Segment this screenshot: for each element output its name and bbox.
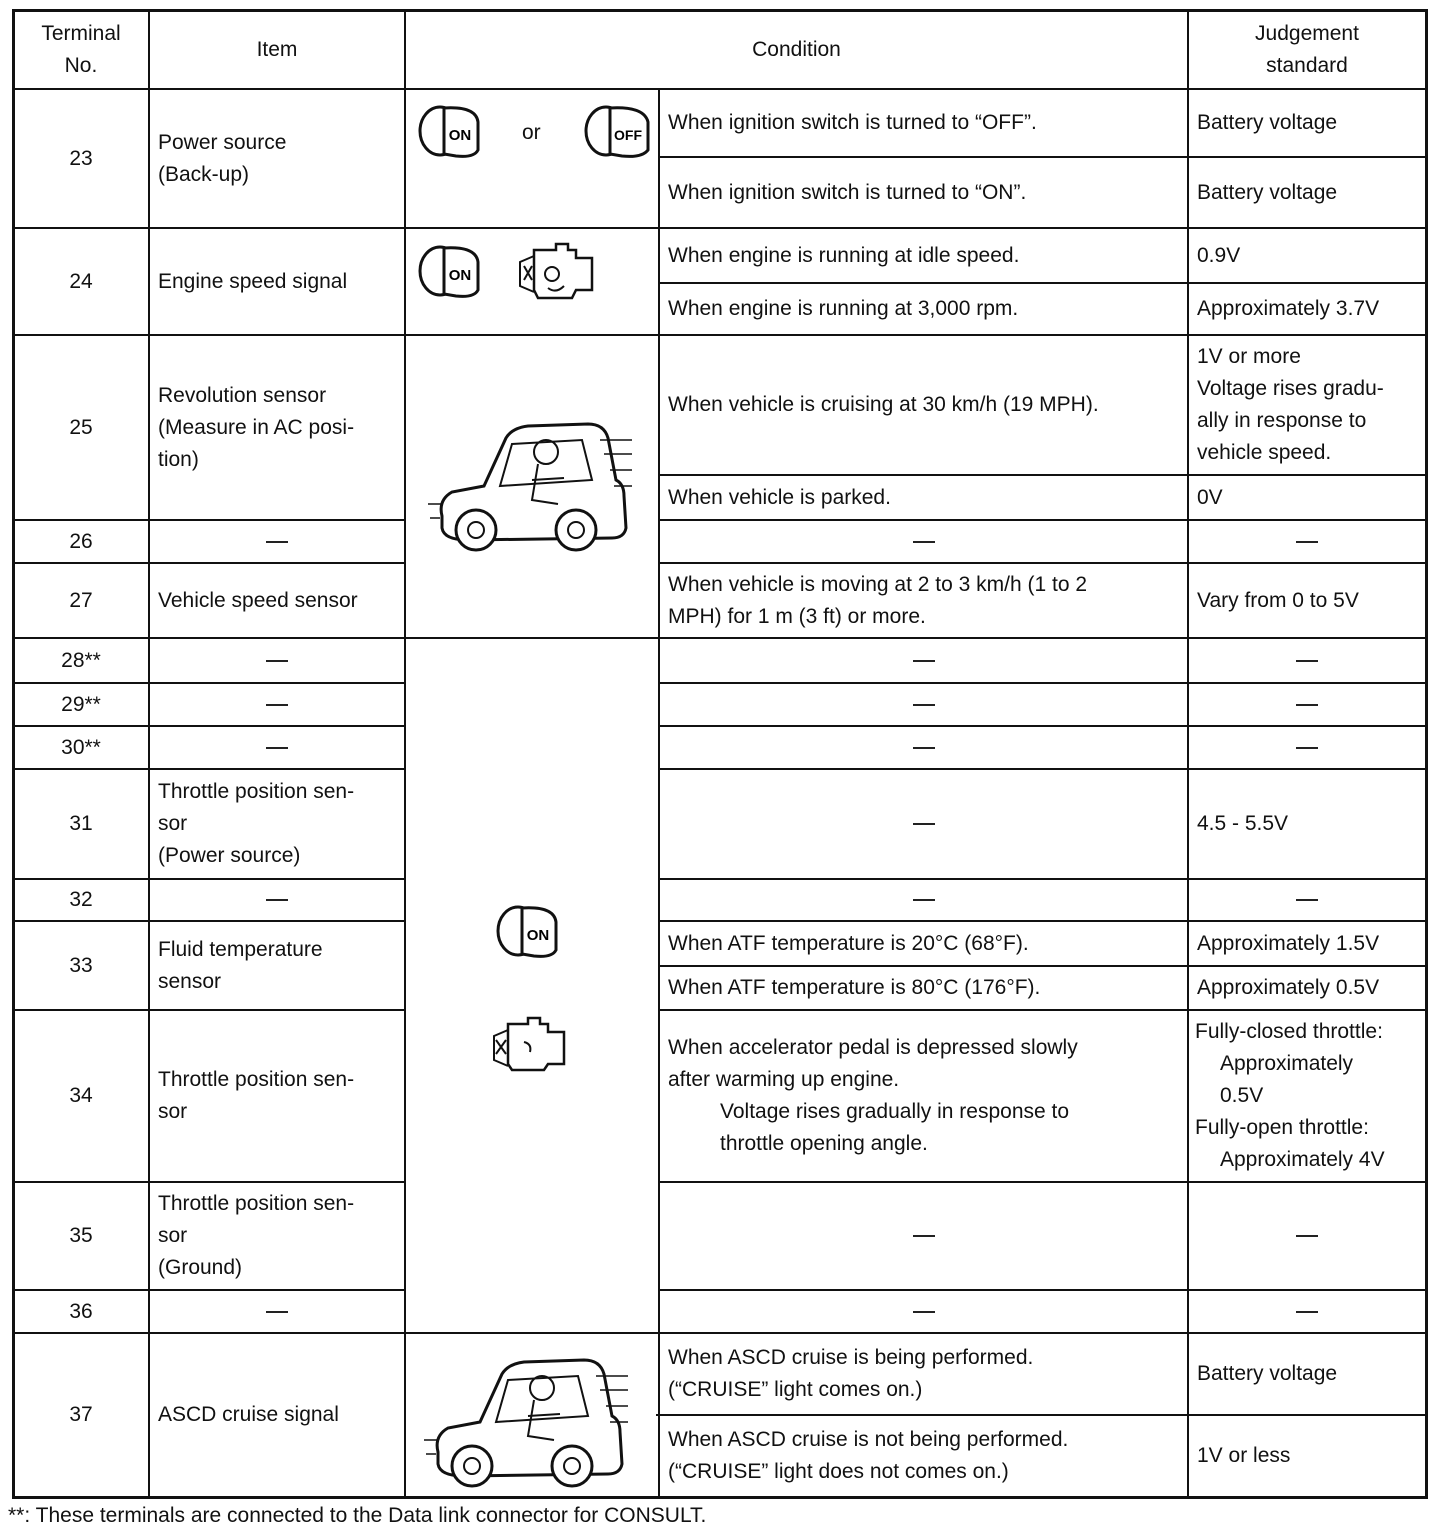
condition-text: When ASCD cruise is not being performed. (“CRUISE” light does not comes on.) <box>668 1428 1069 1483</box>
header-item <box>150 11 404 88</box>
terminal-34 <box>14 1011 148 1181</box>
item-27 <box>150 564 404 637</box>
judgement-27 <box>1189 564 1425 637</box>
car-driving-icon <box>428 400 634 556</box>
terminal-number: 32 <box>69 888 93 911</box>
judgement-37b <box>1189 1416 1425 1496</box>
dash <box>913 1235 935 1237</box>
dash <box>266 660 288 662</box>
item-23 <box>150 90 404 227</box>
rule <box>1425 9 1428 1499</box>
judgement-33b <box>1189 967 1425 1009</box>
judgement-text: 0.9V <box>1197 243 1241 267</box>
dash <box>266 1311 288 1313</box>
terminal-number: 26 <box>69 529 93 553</box>
rule <box>12 1496 1428 1499</box>
terminal-number: 29** <box>61 692 101 716</box>
judgement-37a <box>1189 1334 1425 1414</box>
condition-text: When ignition switch is turned to “ON”. <box>668 180 1027 204</box>
condition-28 <box>660 639 1187 682</box>
rule <box>404 9 406 1498</box>
terminal-number: 24 <box>69 269 93 293</box>
item-37 <box>150 1334 404 1496</box>
condition-24b <box>660 284 1187 334</box>
terminal-32 <box>14 880 148 920</box>
terminal-number: 35 <box>69 1224 93 1247</box>
dash <box>1296 1235 1318 1237</box>
judgement-24a <box>1189 229 1425 282</box>
terminal-37 <box>14 1334 148 1496</box>
terminal-number: 27 <box>69 588 93 612</box>
item-31 <box>150 770 404 878</box>
judgement-28 <box>1189 639 1425 682</box>
terminal-23 <box>14 90 148 227</box>
ignition-on-label: ON <box>448 127 472 144</box>
header-terminal-no <box>14 11 148 88</box>
condition-36 <box>660 1291 1187 1332</box>
car-driving-icon <box>424 1340 630 1490</box>
terminal-number: 23 <box>69 146 93 170</box>
condition-text: When engine is running at idle speed. <box>668 243 1020 267</box>
item-36 <box>150 1291 404 1332</box>
dash <box>266 899 288 901</box>
engine-icon <box>512 240 600 306</box>
judgement-29 <box>1189 684 1425 725</box>
item-text: Engine speed signal <box>158 269 348 293</box>
item-28 <box>150 639 404 682</box>
judgement-24b <box>1189 284 1425 334</box>
condition-24a <box>660 229 1187 282</box>
judgement-text: Fully-open throttle: <box>1195 1116 1369 1139</box>
condition-text: When ignition switch is turned to “OFF”. <box>668 111 1037 134</box>
judgement-text: 1V or less <box>1197 1444 1291 1467</box>
condition-text: When vehicle is moving at 2 to 3 km/h (1 to 2 MPH) for 1 m (3 ft) or more. <box>668 572 1088 628</box>
dash <box>1296 704 1318 706</box>
condition-23a <box>660 90 1187 156</box>
dash <box>266 541 288 543</box>
terminal-31 <box>14 770 148 878</box>
ignition-off-icon <box>582 100 654 162</box>
ignition-off-label: OFF <box>614 127 642 143</box>
item-26 <box>150 521 404 562</box>
item-35 <box>150 1183 404 1289</box>
condition-35 <box>660 1183 1187 1289</box>
item-text: Throttle position sen- sor <box>158 1068 355 1123</box>
judgement-text: Approximately 0.5V <box>1220 1052 1354 1107</box>
judgement-26 <box>1189 521 1425 562</box>
dash <box>913 747 935 749</box>
condition-25a <box>660 336 1187 474</box>
terminal-24 <box>14 229 148 334</box>
judgement-25a <box>1189 336 1425 474</box>
dash <box>266 747 288 749</box>
dash <box>913 899 935 901</box>
judgement-23a <box>1189 90 1425 156</box>
dash <box>913 823 935 825</box>
header-judgement <box>1189 11 1425 88</box>
terminal-number: 34 <box>69 1084 93 1107</box>
judgement-text: Fully-closed throttle: <box>1195 1020 1383 1043</box>
engine-icon <box>488 1014 572 1076</box>
terminal-28 <box>14 639 148 682</box>
item-text: ASCD cruise signal <box>158 1403 339 1426</box>
terminal-30 <box>14 727 148 768</box>
terminal-number: 28** <box>61 648 101 672</box>
terminal-number: 36 <box>69 1299 93 1323</box>
condition-29 <box>660 684 1187 725</box>
judgement-text: Approximately 4V <box>1220 1148 1385 1171</box>
dash <box>913 660 935 662</box>
item-text: Revolution sensor (Measure in AC posi- tion) <box>158 383 355 471</box>
condition-26 <box>660 521 1187 562</box>
condition-text: When ATF temperature is 20°C (68°F). <box>668 931 1029 955</box>
dash <box>913 1311 935 1313</box>
terminal-number: 25 <box>69 415 93 439</box>
condition-30 <box>660 727 1187 768</box>
header-condition-text: Condition <box>752 37 841 61</box>
condition-33b <box>660 967 1187 1009</box>
condition-23b <box>660 158 1187 227</box>
terminal-35 <box>14 1183 148 1289</box>
condition-31 <box>660 770 1187 878</box>
item-32 <box>150 880 404 920</box>
ignition-on-label: ON <box>526 927 550 944</box>
terminal-number: 31 <box>69 812 93 835</box>
terminal-number: 30** <box>61 735 101 759</box>
judgement-text: Battery voltage <box>1197 180 1338 204</box>
item-33 <box>150 922 404 1009</box>
header-condition <box>406 11 1187 88</box>
dash <box>1296 747 1318 749</box>
ignition-on-icon <box>494 900 566 962</box>
judgement-text: Approximately 0.5V <box>1197 976 1380 999</box>
dash <box>266 704 288 706</box>
dash <box>913 541 935 543</box>
condition-34 <box>660 1011 1187 1181</box>
judgement-text: Battery voltage <box>1197 1362 1338 1385</box>
judgement-text: Battery voltage <box>1197 111 1338 134</box>
condition-32 <box>660 880 1187 920</box>
item-29 <box>150 684 404 725</box>
dash <box>1296 899 1318 901</box>
ignition-on-label: ON <box>448 267 472 284</box>
item-text: Vehicle speed sensor <box>158 588 358 612</box>
terminal-26 <box>14 521 148 562</box>
condition-text: When ATF temperature is 80°C (176°F). <box>668 976 1041 999</box>
item-24 <box>150 229 404 334</box>
judgement-34-block <box>1195 1016 1385 1176</box>
judgement-23b <box>1189 158 1425 227</box>
terminal-36 <box>14 1291 148 1332</box>
ignition-on-icon <box>416 100 488 162</box>
terminal-33 <box>14 922 148 1009</box>
condition-text: When ASCD cruise is being performed. (“CRUISE” light comes on.) <box>668 1346 1034 1401</box>
item-34 <box>150 1011 404 1181</box>
terminal-27 <box>14 564 148 637</box>
or-label: or <box>522 121 541 144</box>
condition-33a <box>660 922 1187 965</box>
judgement-text: Vary from 0 to 5V <box>1197 588 1359 612</box>
condition-27 <box>660 564 1187 637</box>
item-text: Throttle position sen- sor (Ground) <box>158 1192 355 1279</box>
judgement-36 <box>1189 1291 1425 1332</box>
header-judgement-text: Judgement standard <box>1255 21 1359 77</box>
judgement-34 <box>1189 1011 1425 1181</box>
condition-text: When accelerator pedal is depressed slowly after warming up engine. <box>668 1036 1078 1091</box>
item-30 <box>150 727 404 768</box>
dash <box>1296 1311 1318 1313</box>
judgement-text: 1V or more Voltage rises gradu- ally in response to vehicle speed. <box>1197 345 1384 464</box>
condition-37b <box>660 1416 1187 1496</box>
judgement-33a <box>1189 922 1425 965</box>
item-text: Throttle position sen- sor (Power source) <box>158 780 355 867</box>
dash <box>1296 660 1318 662</box>
item-text: Power source (Back-up) <box>158 130 287 186</box>
condition-37a <box>660 1334 1187 1414</box>
judgement-text: 4.5 - 5.5V <box>1197 812 1289 835</box>
condition-34-block <box>668 1032 1078 1160</box>
judgement-31 <box>1189 770 1425 878</box>
header-item-text: Item <box>256 37 298 61</box>
judgement-text: Approximately 1.5V <box>1197 931 1380 955</box>
judgement-25b <box>1189 476 1425 519</box>
judgement-30 <box>1189 727 1425 768</box>
terminal-number: 37 <box>69 1403 93 1426</box>
header-terminal-no-text: Terminal No. <box>41 21 121 77</box>
judgement-35 <box>1189 1183 1425 1289</box>
terminal-number: 33 <box>69 953 93 977</box>
dash <box>913 704 935 706</box>
condition-text: When vehicle is parked. <box>668 485 891 509</box>
dash <box>1296 541 1318 543</box>
condition-subtext: Voltage rises gradually in response to throttle opening angle. <box>720 1100 1070 1155</box>
terminal-25 <box>14 336 148 519</box>
judgement-32 <box>1189 880 1425 920</box>
judgement-text: Approximately 3.7V <box>1197 297 1380 320</box>
condition-25b <box>660 476 1187 519</box>
terminal-29 <box>14 684 148 725</box>
footnote: **: These terminals are connected to the Data link connector for CONSULT. <box>8 1504 707 1527</box>
judgement-text: 0V <box>1197 485 1223 509</box>
item-25 <box>150 336 404 519</box>
condition-text: When vehicle is cruising at 30 km/h (19 MPH). <box>668 393 1099 416</box>
ignition-on-icon <box>416 240 488 302</box>
condition-text: When engine is running at 3,000 rpm. <box>668 297 1019 320</box>
item-text: Fluid temperature sensor <box>158 937 323 993</box>
